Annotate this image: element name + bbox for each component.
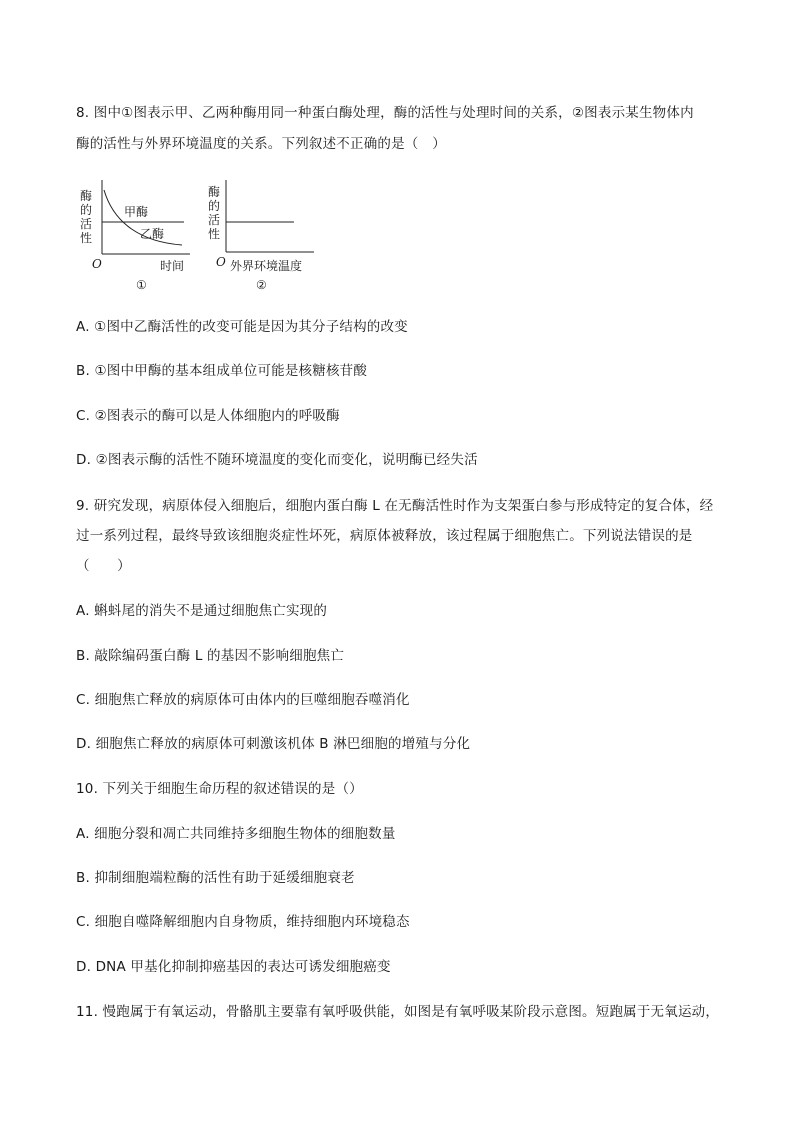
fig1-xlabel: 时间: [160, 259, 185, 273]
q10-option-c: C. 细胞自噬降解细胞内自身物质，维持细胞内环境稳态: [76, 914, 410, 930]
fig1-origin: O: [92, 257, 102, 271]
q8-option-b: B. ①图中甲酶的基本组成单位可能是核糖核苷酸: [76, 363, 368, 379]
fig2-caption: ②: [256, 278, 267, 292]
q9-option-a: A. 蝌蚪尾的消失不是通过细胞焦亡实现的: [76, 603, 328, 619]
q8-option-c: C. ②图表示的酶可以是人体细胞内的呼吸酶: [76, 408, 340, 424]
fig2-ylabel-1: 酶: [208, 185, 221, 199]
fig1-ylabel-2: 的: [80, 203, 93, 217]
figure-1: [80, 180, 190, 292]
fig1-caption: ①: [136, 278, 147, 292]
q9-option-b: B. 敲除编码蛋白酶 L 的基因不影响细胞焦亡: [76, 648, 345, 664]
q10-stem-line1: 10. 下列关于细胞生命历程的叙述错误的是（）: [76, 781, 363, 797]
q10-option-a: A. 细胞分裂和凋亡共同维持多细胞生物体的细胞数量: [76, 826, 396, 842]
fig2-origin: O: [216, 255, 226, 269]
fig1-ylabel-3: 活: [80, 217, 93, 231]
figure-2: [208, 180, 314, 292]
q10-option-d: D. DNA 甲基化抑制抑癌基因的表达可诱发细胞癌变: [76, 959, 391, 975]
q8-stem-line1: 8. 图中①图表示甲、乙两种酶用同一种蛋白酶处理，酶的活性与处理时间的关系，②图表示某生物体内: [76, 105, 694, 121]
q8-figure-svg: [70, 166, 350, 296]
fig2-xlabel: 外界环境温度: [230, 259, 303, 273]
fig1-curve2-label: 乙酶: [140, 227, 165, 241]
q8-option-d: D. ②图表示酶的活性不随环境温度的变化而变化，说明酶已经失活: [76, 452, 478, 468]
q9-option-d: D. 细胞焦亡释放的病原体可刺激该机体 B 淋巴细胞的增殖与分化: [76, 736, 471, 752]
q9-stem-line2: 过一系列过程，最终导致该细胞炎症性坏死，病原体被释放，该过程属于细胞焦亡。下列说法错误的是: [76, 528, 693, 544]
fig2-ylabel-2: 的: [208, 199, 221, 213]
q8-stem-line2: 酶的活性与外界环境温度的关系。下列叙述不正确的是（ ）: [76, 136, 446, 152]
q10-option-b: B. 抑制细胞端粒酶的活性有助于延缓细胞衰老: [76, 870, 355, 886]
q9-option-c: C. 细胞焦亡释放的病原体可由体内的巨噬细胞吞噬消化: [76, 692, 410, 708]
fig1-ylabel-1: 酶: [80, 189, 93, 203]
q8-figures: [70, 166, 350, 296]
q9-stem-line3: （ ）: [76, 558, 131, 574]
fig1-curve1-label: 甲酶: [124, 205, 149, 219]
q8-option-a: A. ①图中乙酶活性的改变可能是因为其分子结构的改变: [76, 319, 408, 335]
fig2-ylabel-3: 活: [208, 213, 221, 227]
fig1-ylabel-4: 性: [80, 231, 93, 245]
q11-stem-line1: 11. 慢跑属于有氧运动，骨骼肌主要靠有氧呼吸供能，如图是有氧呼吸某阶段示意图。短跑属于无氧运动，: [76, 1004, 720, 1020]
fig2-ylabel-4: 性: [208, 227, 221, 241]
q9-stem-line1: 9. 研究发现，病原体侵入细胞后，细胞内蛋白酶 L 在无酶活性时作为支架蛋白参与形成特定的复合体，经: [76, 498, 714, 514]
